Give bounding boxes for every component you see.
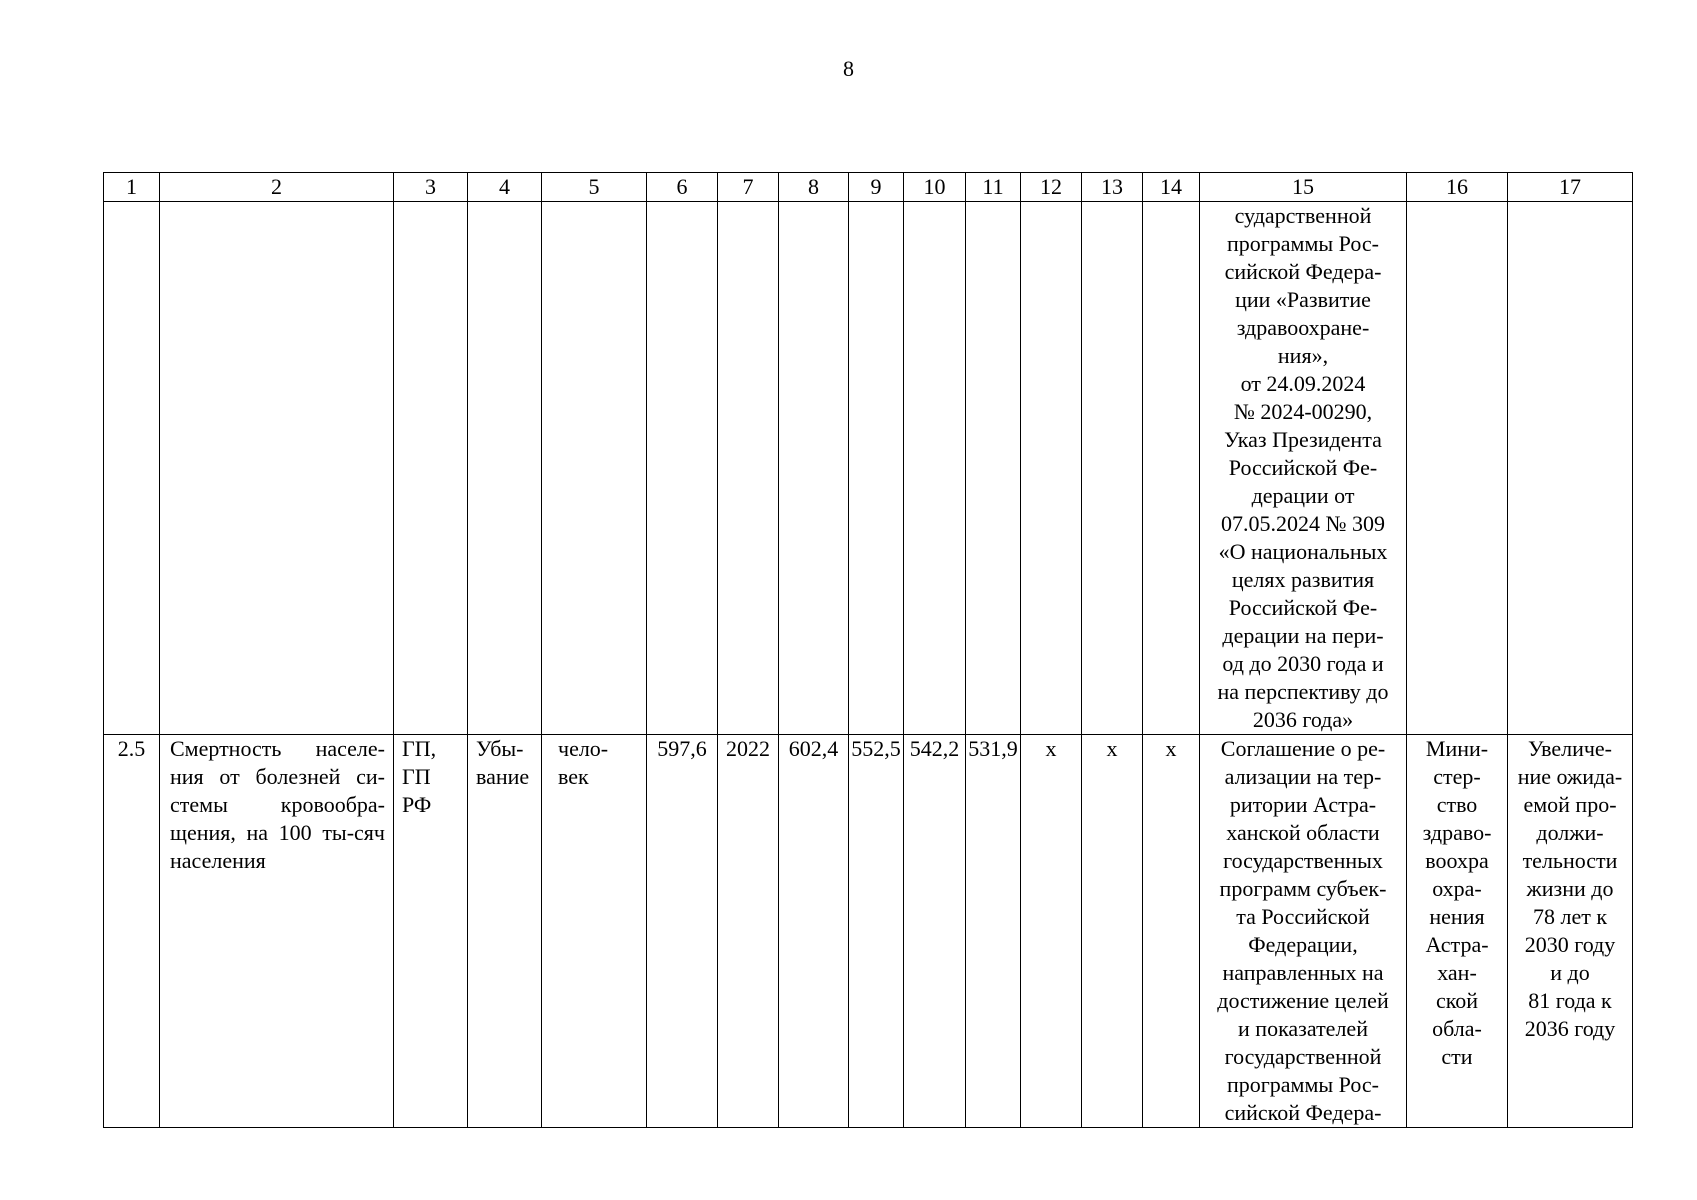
table-cell [718, 202, 779, 735]
cell-text-line: здраво- [1422, 820, 1492, 845]
unit-cell [542, 735, 647, 1128]
cell-text-line: 78 лет к [1532, 904, 1608, 929]
header-cell: 4 [468, 173, 542, 202]
cell-text-line: ции «Развитие [1235, 287, 1371, 312]
cell-text-line: целях развития [1231, 567, 1375, 592]
header-cell: 7 [718, 173, 779, 202]
cell-text-line: № 2024-00290, [1233, 399, 1373, 424]
cell-text-line: Мини- [1425, 736, 1489, 761]
header-cell: 6 [647, 173, 718, 202]
cell-text-line: од до 2030 года и [1222, 651, 1384, 676]
header-cell: 10 [904, 173, 966, 202]
cell-text-line: тельности [1522, 848, 1618, 873]
cell-text-line: Увеличе- [1527, 736, 1613, 761]
table-cell [1021, 202, 1082, 735]
header-cell: 8 [779, 173, 849, 202]
cell-text-line: ханской области [1226, 820, 1380, 845]
document-basis-cell [1200, 202, 1407, 735]
cell-text-line: обла- [1432, 1016, 1482, 1041]
table-cell [104, 202, 160, 735]
value-cell: х [1143, 735, 1200, 1128]
table-cell [1143, 202, 1200, 735]
cell-text-line: сударственной [1234, 203, 1372, 228]
cell-text-line: ния», [1277, 343, 1329, 368]
value-cell: х [1021, 735, 1082, 1128]
cell-text-line: здравоохране- [1236, 315, 1370, 340]
cell-text-line: ство [1436, 792, 1478, 817]
row-number-cell: 2.5 [104, 735, 160, 1128]
cell-text-line: Федерации, [1248, 932, 1358, 957]
table-cell [1407, 202, 1508, 735]
responsible-cell [1407, 735, 1508, 1128]
cell-text-line: от 24.09.2024 [1240, 371, 1366, 396]
cell-text-line: дерации от [1251, 483, 1355, 508]
cell-text-line: ритории Астра- [1229, 792, 1377, 817]
cell-text-line: направленных на [1222, 960, 1384, 985]
table-cell [966, 202, 1021, 735]
cell-text-line: должи- [1536, 820, 1604, 845]
cell-text-line: 2030 году [1524, 932, 1616, 957]
base-year-cell: 2022 [718, 735, 779, 1128]
cell-text-line: программ субъек- [1219, 876, 1387, 901]
table-cell [542, 202, 647, 735]
cell-text-line: 81 года к [1528, 988, 1612, 1013]
cell-text-line: сти [1441, 1044, 1473, 1069]
cell-text-line: стер- [1433, 764, 1481, 789]
cell-text-line: хан- [1437, 960, 1477, 985]
cell-text-line: 07.05.2024 № 309 [1221, 511, 1385, 536]
value-cell: х [1082, 735, 1143, 1128]
table-cell [647, 202, 718, 735]
cell-text-line: сийской Федера- [1224, 259, 1382, 284]
value-cell: 552,5 [849, 735, 904, 1128]
cell-text-line: программы Рос- [1226, 231, 1379, 256]
cell-text-line: ГП, [402, 736, 437, 761]
value-cell: 602,4 [779, 735, 849, 1128]
cell-text-line: государственных [1223, 848, 1383, 873]
table-cell [849, 202, 904, 735]
cell-text-line: нения [1429, 904, 1485, 929]
cell-text-line: чело- [558, 736, 609, 761]
cell-text-line: Убы- [476, 736, 524, 761]
cell-text-line: «О национальных [1218, 539, 1388, 564]
cell-text-line: ской [1435, 988, 1479, 1013]
program-level-cell [394, 735, 468, 1128]
header-cell: 14 [1143, 173, 1200, 202]
table-cell [394, 202, 468, 735]
base-value-cell: 597,6 [647, 735, 718, 1128]
cell-text-line: Астра- [1425, 932, 1489, 957]
table-row-continuation [104, 202, 1633, 735]
cell-text-line: вание [476, 764, 530, 789]
cell-text-line: на перспективу до [1217, 679, 1389, 704]
header-cell: 12 [1021, 173, 1082, 202]
cell-text-line: сийской Федера- [1224, 1100, 1382, 1125]
indicator-name-cell: Смертность населе-ния от болезней си-стемы кровообра-щения, на 100 ты-сяч населения [160, 735, 394, 1128]
table-cell [468, 202, 542, 735]
header-cell: 2 [160, 173, 394, 202]
cell-text-line: век [558, 764, 589, 789]
cell-text-line: и до [1550, 960, 1590, 985]
cell-text-line: охра- [1432, 876, 1482, 901]
table-cell [1082, 202, 1143, 735]
header-cell: 11 [966, 173, 1021, 202]
cell-text-line: дерации на пери- [1222, 623, 1384, 648]
header-cell: 17 [1508, 173, 1633, 202]
cell-text-line: ние ожида- [1517, 764, 1623, 789]
indicators-table [103, 172, 1633, 1128]
cell-text-line: Соглашение о ре- [1220, 736, 1386, 761]
table-cell [160, 202, 394, 735]
cell-text-line: 2036 года» [1252, 707, 1354, 732]
cell-text-line: воохра [1425, 848, 1489, 873]
table-cell [904, 202, 966, 735]
cell-text-line: 2036 году [1524, 1016, 1616, 1041]
header-cell: 13 [1082, 173, 1143, 202]
cell-text-line: Российской Фе- [1228, 595, 1378, 620]
header-cell: 15 [1200, 173, 1407, 202]
cell-text-line: государственной [1224, 1044, 1382, 1069]
cell-text-line: жизни до [1526, 876, 1614, 901]
cell-text-line: Указ Президента [1224, 427, 1382, 452]
cell-text-line: ГП [402, 764, 431, 789]
header-cell: 3 [394, 173, 468, 202]
value-cell: 542,2 [904, 735, 966, 1128]
cell-text-line: Российской Фе- [1228, 455, 1378, 480]
cell-text-line: ализации на тер- [1224, 764, 1382, 789]
table-cell [1508, 202, 1633, 735]
header-cell: 5 [542, 173, 647, 202]
cell-text-line: программы Рос- [1226, 1072, 1379, 1097]
cell-text-line: РФ [402, 792, 432, 817]
goal-link-cell [1508, 735, 1633, 1128]
header-cell: 9 [849, 173, 904, 202]
value-cell: 531,9 [966, 735, 1021, 1128]
cell-text-line: достижение целей [1217, 988, 1389, 1013]
cell-text-line: емой про- [1523, 792, 1617, 817]
table-cell [779, 202, 849, 735]
header-cell: 16 [1407, 173, 1508, 202]
page-number: 8 [843, 56, 854, 81]
trend-cell [468, 735, 542, 1128]
cell-text-line: та Российской [1236, 904, 1370, 929]
cell-text-line: и показателей [1238, 1016, 1368, 1041]
header-cell: 1 [104, 173, 160, 202]
table-header-row [104, 173, 1633, 202]
table-row-2-5 [104, 735, 1633, 1128]
document-basis-cell [1200, 735, 1407, 1128]
